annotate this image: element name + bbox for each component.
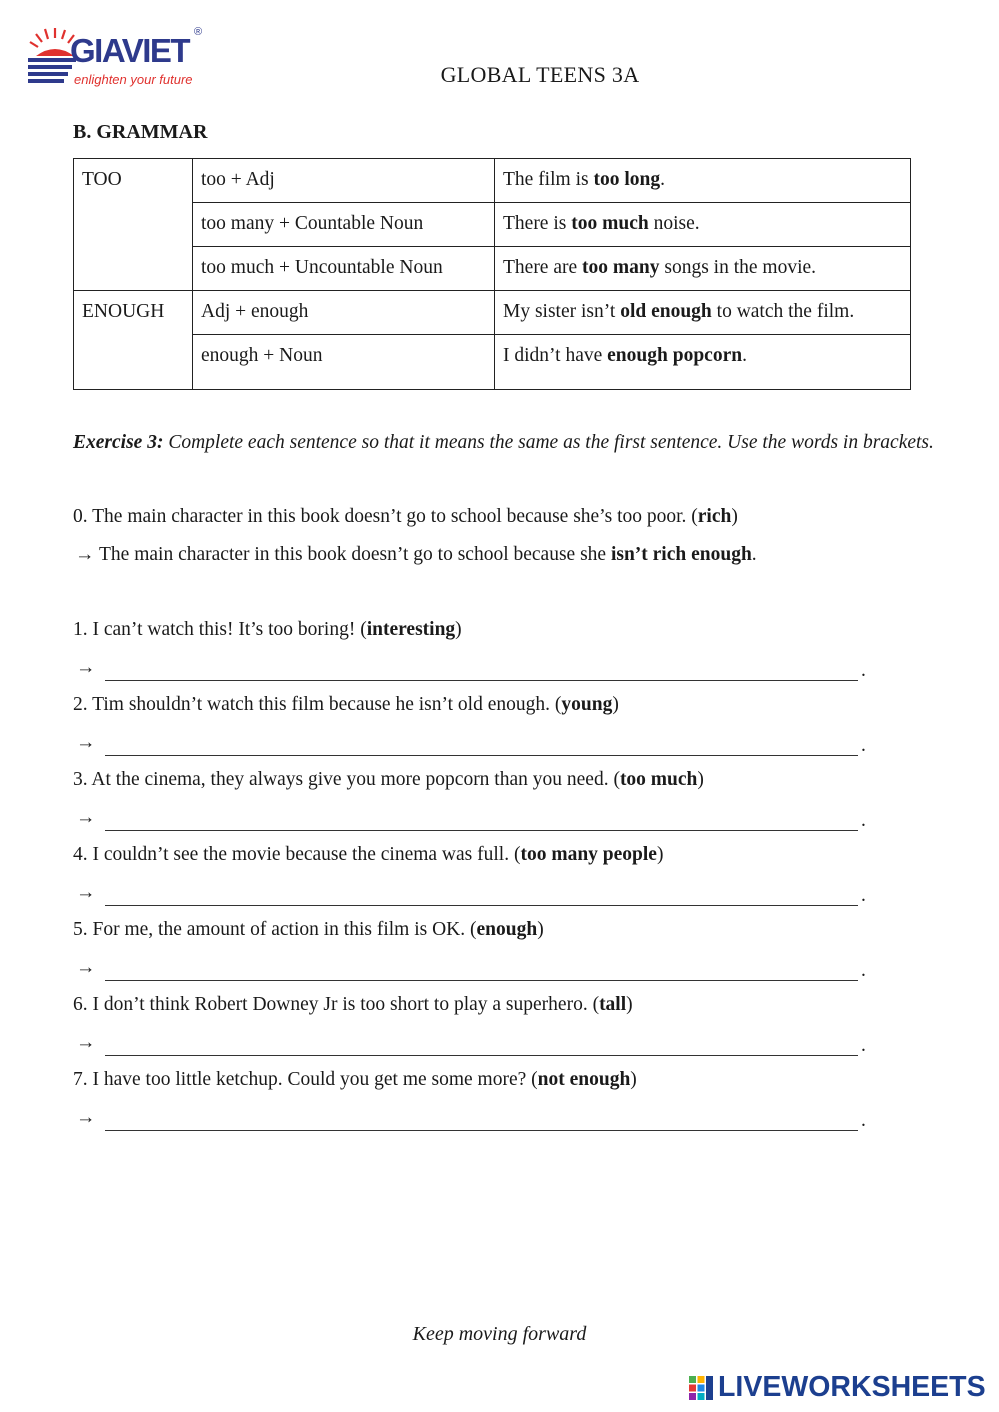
answer-field[interactable]	[105, 680, 858, 681]
end-period: .	[861, 960, 866, 981]
answer-row	[73, 1032, 873, 1062]
table-row	[74, 247, 911, 291]
liveworksheets-logo-icon	[688, 1375, 714, 1401]
section-heading: B. GRAMMAR	[73, 121, 208, 143]
exercise-question: 6. I don’t think Robert Downey Jr is too short to play a superhero. (tall)	[73, 994, 633, 1015]
exercise-question: 1. I can’t watch this! It’s too boring! (interesting)	[73, 619, 462, 640]
exercise-label: Exercise 3:	[73, 432, 164, 453]
answer-row	[73, 882, 873, 912]
example-cell: There are too many songs in the movie.	[495, 247, 911, 291]
arrow-icon: →	[76, 1032, 96, 1053]
footer-motto: Keep moving forward	[412, 1323, 587, 1345]
grammar-table	[73, 158, 911, 390]
answer-field[interactable]	[105, 905, 858, 906]
arrow-icon: →	[76, 957, 96, 978]
answer-row	[73, 657, 873, 687]
example-cell: I didn’t have enough popcorn.	[495, 335, 911, 390]
answer-row	[73, 732, 873, 762]
exercise-instruction-text: Complete each sentence so that it means the same as the first sentence. Use the words in brackets.	[163, 432, 934, 453]
registered-mark: ®	[194, 26, 203, 38]
exercise-question: 3. At the cinema, they always give you more popcorn than you need. (too much)	[73, 769, 704, 790]
arrow-icon: →	[76, 732, 96, 753]
exercise-question: 7. I have too little ketchup. Could you get me some more? (not enough)	[73, 1069, 637, 1090]
example-sentence: 0. The main character in this book doesn’t go to school because she’s too poor. (rich)	[73, 506, 738, 527]
category-cell: TOO	[74, 159, 193, 291]
logo-tagline: enlighten your future	[74, 72, 193, 87]
exercise-question: 5. For me, the amount of action in this film is OK. (enough)	[73, 919, 544, 940]
answer-row	[73, 807, 873, 837]
structure-cell: enough + Noun	[193, 335, 495, 390]
category-cell: ENOUGH	[74, 291, 193, 390]
example-cell: My sister isn’t old enough to watch the film.	[495, 291, 911, 335]
example-cell: The film is too long.	[495, 159, 911, 203]
example-cell: There is too much noise.	[495, 203, 911, 247]
example-answer: → The main character in this book doesn’t go to school because she isn’t rich enough.	[75, 544, 757, 565]
answer-field[interactable]	[105, 1055, 858, 1056]
table-row	[74, 335, 911, 390]
answer-row	[73, 1107, 873, 1137]
end-period: .	[861, 885, 866, 906]
table-row	[74, 291, 911, 335]
end-period: .	[861, 1110, 866, 1131]
liveworksheets-wordmark: LIVEWORKSHEETS	[718, 1371, 986, 1403]
arrow-icon: →	[76, 1107, 96, 1128]
answer-field[interactable]	[105, 755, 858, 756]
answer-field[interactable]	[105, 980, 858, 981]
structure-cell: too much + Uncountable Noun	[193, 247, 495, 291]
end-period: .	[861, 660, 866, 681]
answer-row	[73, 957, 873, 987]
document-title: GLOBAL TEENS 3A	[440, 62, 640, 87]
end-period: .	[861, 735, 866, 756]
structure-cell: Adj + enough	[193, 291, 495, 335]
logo-wordmark: GIAVIET	[70, 32, 190, 69]
end-period: .	[861, 1035, 866, 1056]
end-period: .	[861, 810, 866, 831]
answer-field[interactable]	[105, 830, 858, 831]
arrow-icon: →	[76, 882, 96, 903]
table-row	[74, 203, 911, 247]
table-row	[74, 159, 911, 203]
exercise-instructions	[73, 424, 943, 462]
exercise-question: 4. I couldn’t see the movie because the cinema was full. (too many people)	[73, 844, 664, 865]
arrow-icon: →	[76, 807, 96, 828]
arrow-icon: →	[76, 657, 96, 678]
structure-cell: too + Adj	[193, 159, 495, 203]
structure-cell: too many + Countable Noun	[193, 203, 495, 247]
exercise-question: 2. Tim shouldn’t watch this film because he isn’t old enough. (young)	[73, 694, 619, 715]
answer-field[interactable]	[105, 1130, 858, 1131]
